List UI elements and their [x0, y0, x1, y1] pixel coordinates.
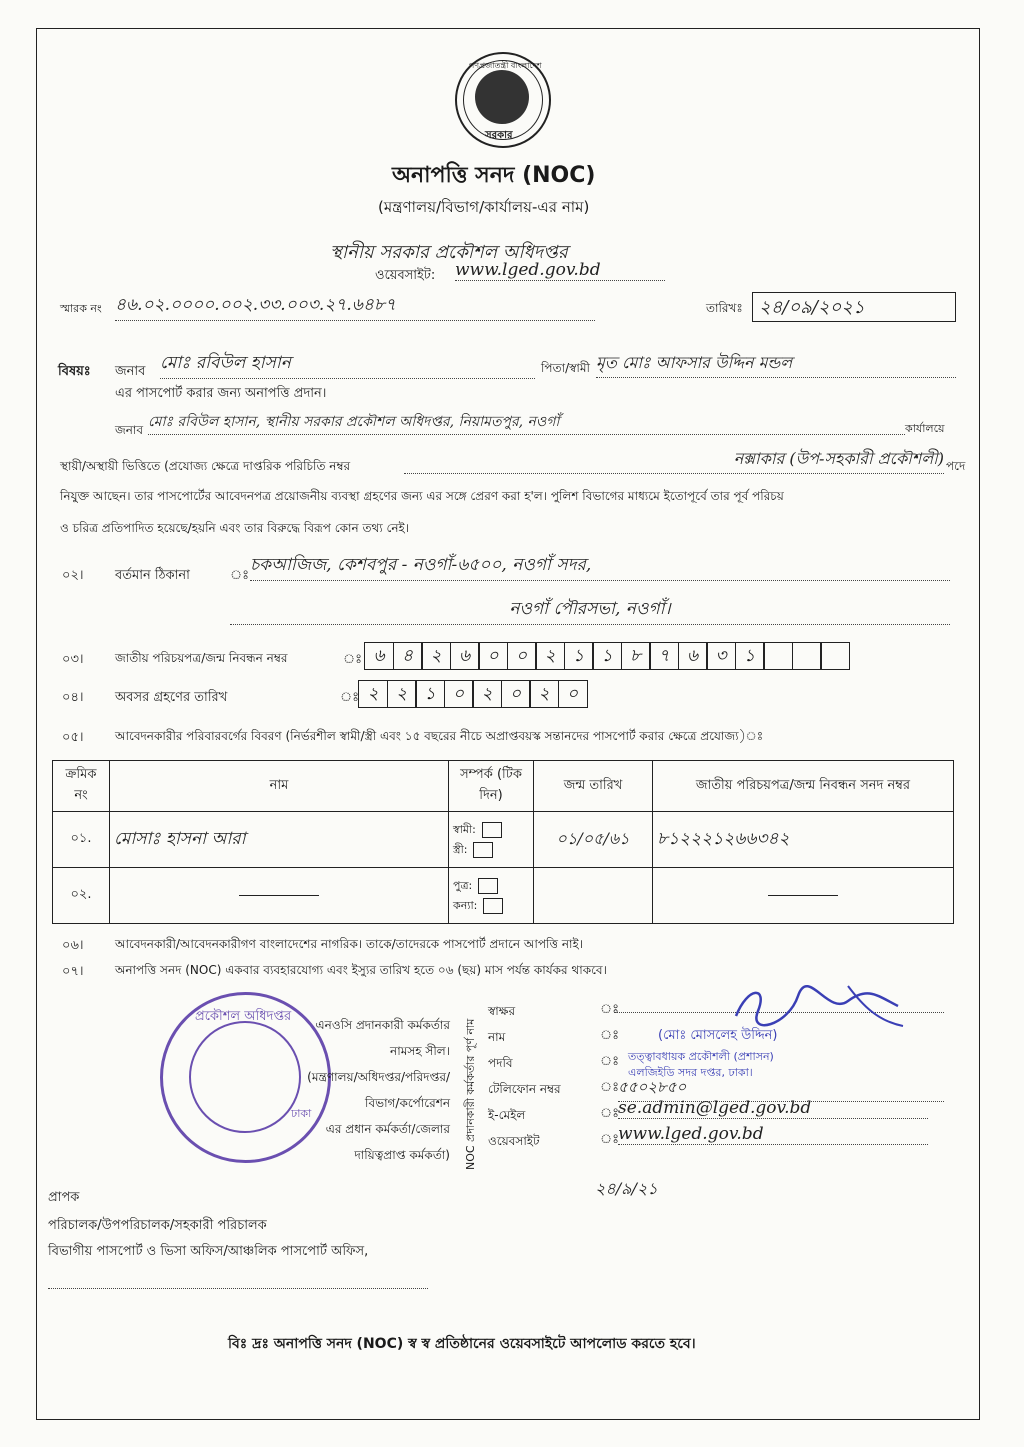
digit-box: ১	[592, 642, 622, 670]
subject-label: বিষয়ঃ	[58, 364, 91, 379]
address-line1: চকআজিজ, কেশবপুর - নওগাঁ-৬৫০০, নওগাঁ সদর,	[250, 552, 950, 581]
authority-fields: স্বাক্ষর ঃ নাম ঃ (মোঃ মোসলেহ উদ্দিন) পদবি ঃ তত্ত্বাবধায়ক প্রকৌশলী (প্রশাসন) এলজিইডি সদর দপ্তর, ঢাকা। টেলিফোন নম্বর ঃ ৫৫০২৮৫০ ই-মেইল ঃ se.admin@lged.gov.bd ওয়েবসাইট ঃ www.lged.gov.bd	[488, 1000, 948, 1156]
body-line2: নিযুক্ত আছেন। তার পাসপোর্টের আবেদনপত্র প্রয়োজনীয় ব্যবস্থা গ্রহণের জন্য এর সঙ্গে প্রেরণ করা হ'ল। পুলিশ বিভাগের মাধ্যমে ইতোপূর্বে তার পূর্ব পরিচয়	[60, 489, 784, 503]
retire-boxes	[358, 680, 586, 708]
body-line3: ও চরিত্র প্রতিপাদিত হয়েছে/হয়নি এবং তার বিরুদ্ধে বিরূপ কোন তথ্য নেই।	[60, 521, 410, 535]
digit-box: ২	[421, 642, 451, 670]
checkbox-son[interactable]	[478, 878, 498, 894]
subject-name: মোঃ রবিউল হাসান	[160, 350, 535, 379]
address-line2: নওগাঁ পৌরসভা, নওগাঁ।	[230, 596, 950, 625]
item-02-number: ০২।	[62, 568, 84, 583]
digit-box: ০	[558, 680, 588, 708]
memo-number: ৪৬.০২.০০০০.০০২.৩৩.০০৩.২৭.৬৪৮৭	[115, 292, 595, 321]
digit-box: ১	[735, 642, 765, 670]
digit-box: ২	[358, 680, 388, 708]
recipient-blank-line	[48, 1288, 428, 1289]
father-label: পিতা/স্বামী	[541, 361, 590, 375]
office-round-seal: প্রকৌশল অধিদপ্তর ঢাকা	[160, 992, 331, 1163]
designation-value: নক্সাকার (উপ-সহকারী প্রকৌশলী)	[404, 446, 944, 474]
digit-box: ২	[472, 680, 502, 708]
authority-left-text: এনওসি প্রদানকারী কর্মকর্তার নামসহ সীল। (মন্ত্রণালয়/অধিদপ্তর/পরিদপ্তর/ বিভাগ/কর্পোরেশন এর প্রধান কর্মকর্তা/জেলার দায়িত্বপ্রাপ্ত কর্মকর্তা)	[307, 1018, 450, 1162]
checkbox-wife[interactable]	[473, 842, 493, 858]
col-header-name: নাম	[110, 761, 449, 812]
item-03-number: ০৩।	[62, 652, 84, 667]
digit-box: ০	[501, 680, 531, 708]
digit-box: ৭	[649, 642, 679, 670]
family-label: আবেদনকারীর পরিবারবর্গের বিবরণ (নির্ভরশীল স্বামী/স্ত্রী এবং ১৫ বছরের নীচে অপ্রাপ্তবয়স্ক সন্তানদের পাসপোর্ট করার ক্ষেত্রে প্রযোজ্য)ঃ	[115, 729, 764, 743]
col-header-relation: সম্পর্ক (টিক দিন)	[449, 761, 534, 812]
table-row: ০১. মোসাঃ হাসনা আরা স্বামী: স্ত্রী: ০১/০৫/৬১ ৮১২২২১২৬৬৩৪২	[53, 812, 954, 868]
website-value: www.lged.gov.bd	[455, 260, 665, 281]
digit-box: ৬	[678, 642, 708, 670]
pode-label: পদে	[946, 459, 966, 473]
body-janab: জনাব	[115, 423, 144, 437]
recipient-line2: বিভাগীয় পাসপোর্ট ও ভিসা অফিস/আঞ্চলিক পাসপোর্ট অফিস,	[48, 1244, 369, 1259]
digit-box: ২	[387, 680, 417, 708]
vertical-stamp: NOC প্রদানকারী কর্মকর্তার পূর্ণ নাম	[464, 1018, 477, 1170]
table-row: ০২. পুত্র: কন্যা:	[53, 868, 954, 924]
digit-box: ১	[564, 642, 594, 670]
family-table	[52, 760, 954, 924]
digit-box: ২	[535, 642, 565, 670]
retire-label: অবসর গ্রহণের তারিখ	[115, 690, 228, 705]
item-04-number: ০৪।	[62, 690, 84, 705]
checkbox-husband[interactable]	[482, 822, 502, 838]
website-label: ওয়েবসাইট:	[375, 268, 436, 283]
digit-box: ২	[529, 680, 559, 708]
digit-box: ৬	[364, 642, 394, 670]
subject-janab: জনাব	[115, 364, 146, 379]
body-karyalaye: কার্যালয়ে	[905, 422, 945, 435]
signature	[728, 976, 928, 1036]
signature-date: ২৪/৯/২১	[595, 1179, 658, 1198]
digit-box: ৬	[450, 642, 480, 670]
item-07-number: ০৭।	[62, 964, 84, 979]
col-header-sl: ক্রমিক নং	[53, 761, 110, 812]
body-office-name: মোঃ রবিউল হাসান, স্থানীয় সরকার প্রকৌশল অধিদপ্তর, নিয়ামতপুর, নওগাঁ	[148, 410, 905, 435]
nid-label: জাতীয় পরিচয়পত্র/জন্ম নিবন্ধন নম্বর	[115, 651, 288, 665]
recipient-label: প্রাপক	[48, 1190, 80, 1205]
office-name: স্থানীয় সরকার প্রকৌশল অধিদপ্তর	[330, 242, 568, 263]
digit-box: ০	[478, 642, 508, 670]
digit-box	[763, 642, 793, 670]
date-label: তারিখঃ	[706, 301, 743, 315]
digit-box: ৩	[706, 642, 736, 670]
digit-box: ৮	[621, 642, 651, 670]
digit-box: ০	[507, 642, 537, 670]
page-title: অনাপত্তি সনদ (NOC)	[392, 163, 596, 188]
permanent-text: স্থায়ী/অস্থায়ী ভিত্তিতে (প্রযোজ্য ক্ষেত্রে দাপ্তরিক পরিচিতি নম্বর	[60, 459, 351, 473]
item-06-text: আবেদনকারী/আবেদনকারীগণ বাংলাদেশের নাগরিক। তাকে/তাদেরকে পাসপোর্ট প্রদানে আপত্তি নাই।	[115, 937, 584, 951]
subject-line2: এর পাসপোর্ট করার জন্য অনাপত্তি প্রদান।	[115, 386, 327, 401]
digit-box: ৪	[393, 642, 423, 670]
checkbox-daughter[interactable]	[483, 898, 503, 914]
digit-box	[792, 642, 822, 670]
digit-box: ১	[415, 680, 445, 708]
page-subtitle: (মন্ত্রণালয়/বিভাগ/কার্যালয়-এর নাম)	[378, 198, 590, 216]
digit-box	[820, 642, 850, 670]
item-06-number: ০৬।	[62, 938, 84, 953]
col-header-dob: জন্ম তারিখ	[534, 761, 653, 812]
item-05-number: ০৫।	[62, 730, 84, 745]
nid-boxes	[364, 642, 849, 670]
father-value: মৃত মোঃ আফসার উদ্দিন মন্ডল	[596, 350, 956, 378]
digit-box: ০	[444, 680, 474, 708]
address-label: বর্তমান ঠিকানা	[115, 568, 190, 583]
col-header-nid: জাতীয় পরিচয়পত্র/জন্ম নিবন্ধন সনদ নম্বর	[653, 761, 954, 812]
recipient-line1: পরিচালক/উপপরিচালক/সহকারী পরিচালক	[48, 1218, 267, 1233]
item-07-text: অনাপত্তি সনদ (NOC) একবার ব্যবহারযোগ্য এবং ইস্যুর তারিখ হতে ০৬ (ছয়) মাস পর্যন্ত কার্যকর থাকবে।	[115, 963, 607, 977]
footer-note: বিঃ দ্রঃ অনাপত্তি সনদ (NOC) স্ব স্ব প্রতিষ্ঠানের ওয়েবসাইটে আপলোড করতে হবে।	[228, 1336, 696, 1352]
date-value: ২৪/০৯/২০২১	[752, 292, 956, 322]
memo-label: স্মারক নং	[60, 302, 102, 315]
document-frame	[36, 28, 980, 1420]
government-seal: গণপ্রজাতন্ত্রী বাংলাদেশ সরকার	[455, 52, 551, 148]
